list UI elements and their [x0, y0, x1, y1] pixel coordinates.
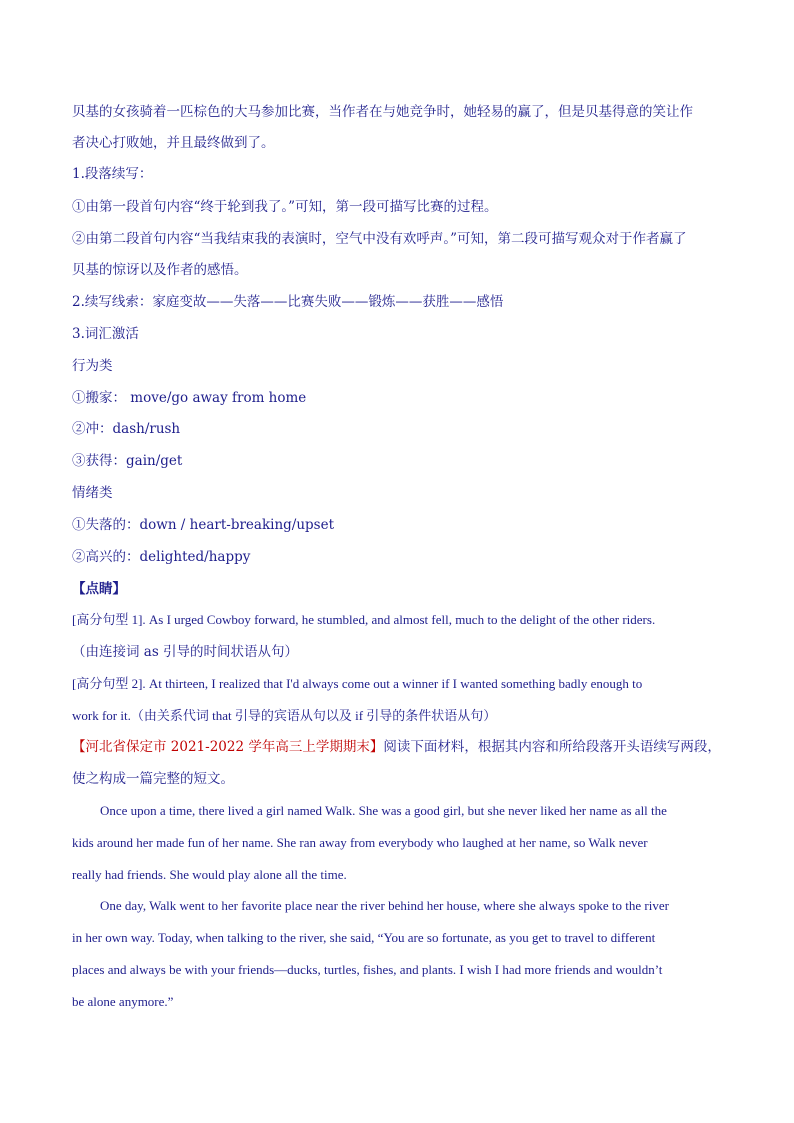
- passage-line: be alone anymore.”: [72, 994, 174, 1009]
- text-line: ①失落的：down / heart-breaking/upset: [72, 517, 335, 533]
- passage-line: Once upon a time, there lived a girl named Walk. She was a good girl, but she never liked her name as all the: [100, 803, 667, 818]
- text-line: ②冲：dash/rush: [72, 421, 181, 437]
- text-line: 贝基的女孩骑着一匹棕色的大马参加比赛，当作者在与她竞争时，她轻易的赢了，但是贝基得意的笑让作: [72, 104, 693, 120]
- text-line: ②由第二段首句内容“当我结束我的表演时，空气中没有欢呼声。”可知，第二段可描写观众对于作者赢了: [72, 231, 687, 247]
- text-line: 行为类: [72, 358, 113, 374]
- text-line: 使之构成一篇完整的短文。: [72, 771, 234, 787]
- text-line: [高分句型 2]. At thirteen, I realized that I'd always come out a winner if I wanted something badly enough to: [72, 676, 643, 691]
- text-line: 贝基的惊讶以及作者的感悟。: [72, 262, 248, 278]
- passage-line: One day, Walk went to her favorite place near the river behind her house, where she always spoke to the river: [100, 898, 669, 913]
- text-line: 3.词汇激活: [72, 326, 139, 342]
- section-heading: 【点睛】: [72, 581, 126, 597]
- text-line: ③获得：gain/get: [72, 453, 183, 469]
- passage-line: really had friends. She would play alone all the time.: [72, 867, 347, 882]
- passage-line: places and always be with your friends—ducks, turtles, fishes, and plants. I wish I had more friends and wouldn’t: [72, 962, 663, 977]
- text-line: 情绪类: [72, 485, 113, 501]
- passage-line: kids around her made fun of her name. She ran away from everybody who laughed at her name, so Walk never: [72, 835, 648, 850]
- text-line: ②高兴的：delighted/happy: [72, 549, 251, 565]
- text-line: ①搬家： move/go away from home: [72, 390, 307, 406]
- text-line: 者决心打败她，并且最终做到了。: [72, 135, 275, 151]
- text-line: [高分句型 1]. As I urged Cowboy forward, he stumbled, and almost fell, much to the delight of the other riders.: [72, 612, 656, 627]
- passage-line: in her own way. Today, when talking to the river, she said, “You are so fortunate, as you get to travel to different: [72, 930, 656, 945]
- instruction-text: 阅读下面材料，根据其内容和所给段落开头语续写两段，: [383, 739, 721, 755]
- text-line: ①由第一段首句内容“终于轮到我了。”可知，第一段可描写比赛的过程。: [72, 199, 498, 215]
- question-heading: [72, 738, 722, 756]
- text-line: 2.续写线索：家庭变故——失落——比赛失败——锻炼——获胜——感悟: [72, 294, 504, 310]
- source-label: 【河北省保定市 2021-2022 学年高三上学期期末】: [72, 739, 384, 755]
- text-line: 1.段落续写：: [72, 166, 153, 182]
- text-line: work for it.（由关系代词 that 引导的宾语从句以及 if 引导的条件状语从句）: [72, 708, 497, 723]
- text-line: （由连接词 as 引导的时间状语从句）: [72, 644, 299, 660]
